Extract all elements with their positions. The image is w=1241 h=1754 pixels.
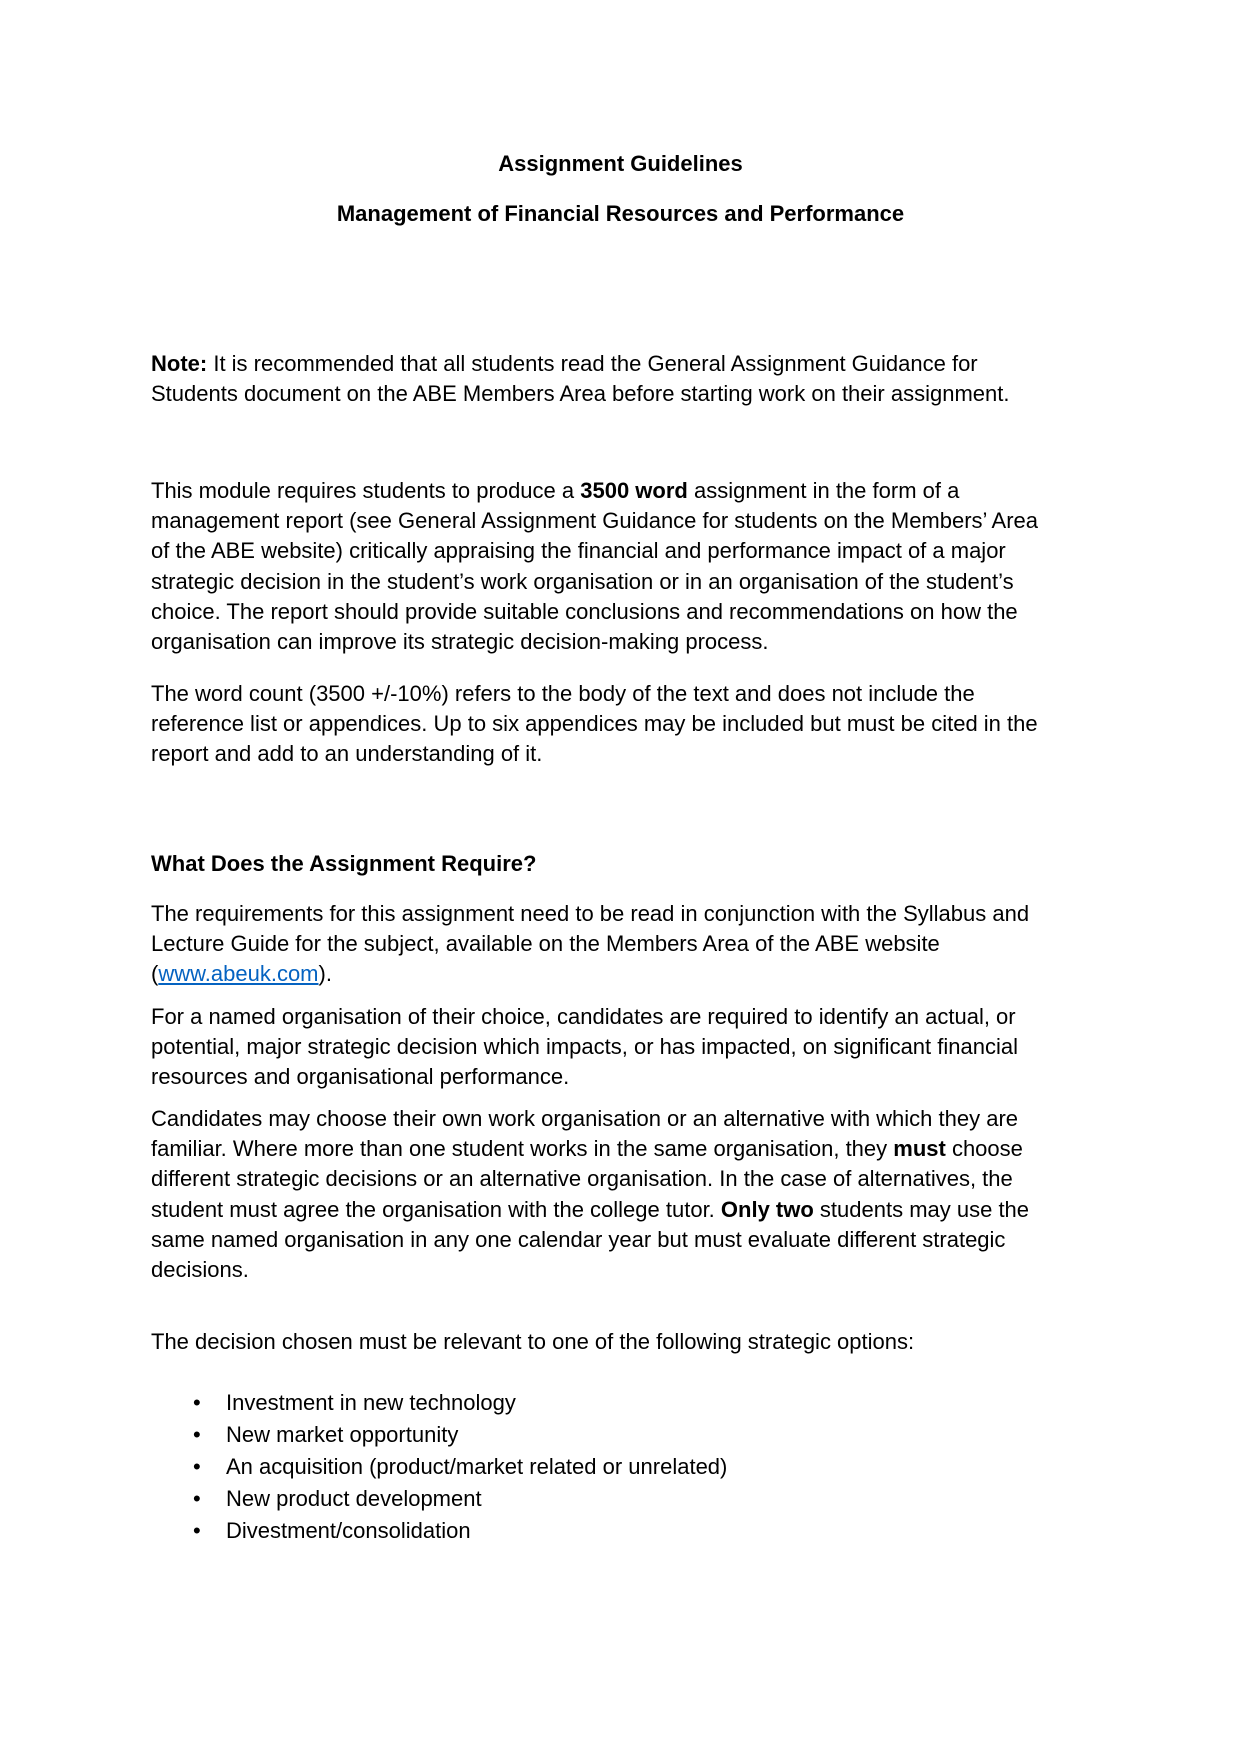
- requirements-line-1: The requirements for this assignment need to be read in conjunction with the Syllabus and: [151, 901, 1030, 926]
- word-count-line-1: The word count (3500 +/-10%) refers to the body of the text and does not include the: [151, 681, 975, 706]
- word-count-line-3: report and add to an understanding of it.: [151, 741, 543, 767]
- identify-line-3: resources and organisational performance.: [151, 1064, 570, 1090]
- choose-line-6: decisions.: [151, 1257, 249, 1283]
- intro-line-6: organisation can improve its strategic decision-making process.: [151, 629, 769, 655]
- candidates-choose-paragraph: [151, 1104, 1091, 1285]
- document-subtitle: Management of Financial Resources and Performance: [336, 201, 905, 226]
- document-title: Assignment Guidelines: [498, 151, 743, 176]
- intro-line-1: This module requires students to produce a 3500 word assignment in the form of a: [151, 478, 960, 503]
- requirements-line-2: Lecture Guide for the subject, available on the Members Area of the ABE website: [151, 931, 940, 957]
- identify-line-1: For a named organisation of their choice, candidates are required to identify an actual, or: [151, 1004, 1016, 1029]
- intro-line-3: of the ABE website) critically appraising the financial and performance impact of a major: [151, 538, 1006, 564]
- candidates-identify-paragraph: [151, 1002, 1091, 1093]
- bullet-icon: •: [193, 1486, 201, 1511]
- requirements-line-3: (www.abeuk.com).: [151, 961, 332, 987]
- options-intro: The decision chosen must be relevant to one of the following strategic options:: [151, 1329, 915, 1354]
- word-count-emphasis: 3500 word: [580, 478, 688, 503]
- intro-line-2: management report (see General Assignment Guidance for students on the Members’ Area: [151, 508, 1038, 534]
- must-emphasis: must: [893, 1136, 946, 1162]
- choose-line-2: familiar. Where more than one student works in the same organisation, they must choose: [151, 1136, 1023, 1162]
- strategic-options-list: [151, 1387, 727, 1547]
- section-heading: What Does the Assignment Require?: [151, 851, 537, 876]
- identify-line-2: potential, major strategic decision which impacts, or has impacted, on significant financial: [151, 1034, 1018, 1060]
- intro-line-4: strategic decision in the student’s work organisation or in an organisation of the student’s: [151, 568, 1014, 594]
- bullet-icon: •: [193, 1422, 201, 1447]
- list-item: • Investment in new technology: [151, 1387, 727, 1419]
- note-label: Note:: [151, 351, 208, 376]
- word-count-line-2: reference list or appendices. Up to six appendices may be included but must be cited in the: [151, 711, 1038, 737]
- intro-paragraph: [151, 476, 1091, 657]
- requirements-paragraph: [151, 899, 1091, 990]
- intro-line-5: choice. The report should provide suitable conclusions and recommendations on how the: [151, 598, 1018, 624]
- bullet-icon: •: [193, 1454, 201, 1479]
- abe-website-link[interactable]: www.abeuk.com: [158, 961, 319, 987]
- list-item: • New market opportunity: [151, 1419, 727, 1451]
- list-item: • New product development: [151, 1483, 727, 1515]
- bullet-icon: •: [193, 1518, 201, 1543]
- bullet-icon: •: [193, 1390, 201, 1415]
- only-two-emphasis: Only two: [720, 1196, 814, 1222]
- choose-line-4: student must agree the organisation with the college tutor. Only two students may use the: [151, 1196, 1030, 1222]
- word-count-paragraph: [151, 679, 1091, 770]
- choose-line-5: same named organisation in any one calendar year but must evaluate different strategic: [151, 1226, 1006, 1252]
- list-item: • Divestment/consolidation: [151, 1515, 727, 1547]
- note-line-1: Note: It is recommended that all students read the General Assignment Guidance for: [151, 351, 978, 376]
- list-item: • An acquisition (product/market related or unrelated): [151, 1451, 727, 1483]
- note-paragraph: [151, 349, 1091, 409]
- choose-line-3: different strategic decisions or an alternative organisation. In the case of alternatives, the: [151, 1166, 1013, 1192]
- choose-line-1: Candidates may choose their own work organisation or an alternative with which they are: [151, 1106, 1019, 1131]
- note-line-2: Students document on the ABE Members Area before starting work on their assignment.: [151, 381, 1010, 407]
